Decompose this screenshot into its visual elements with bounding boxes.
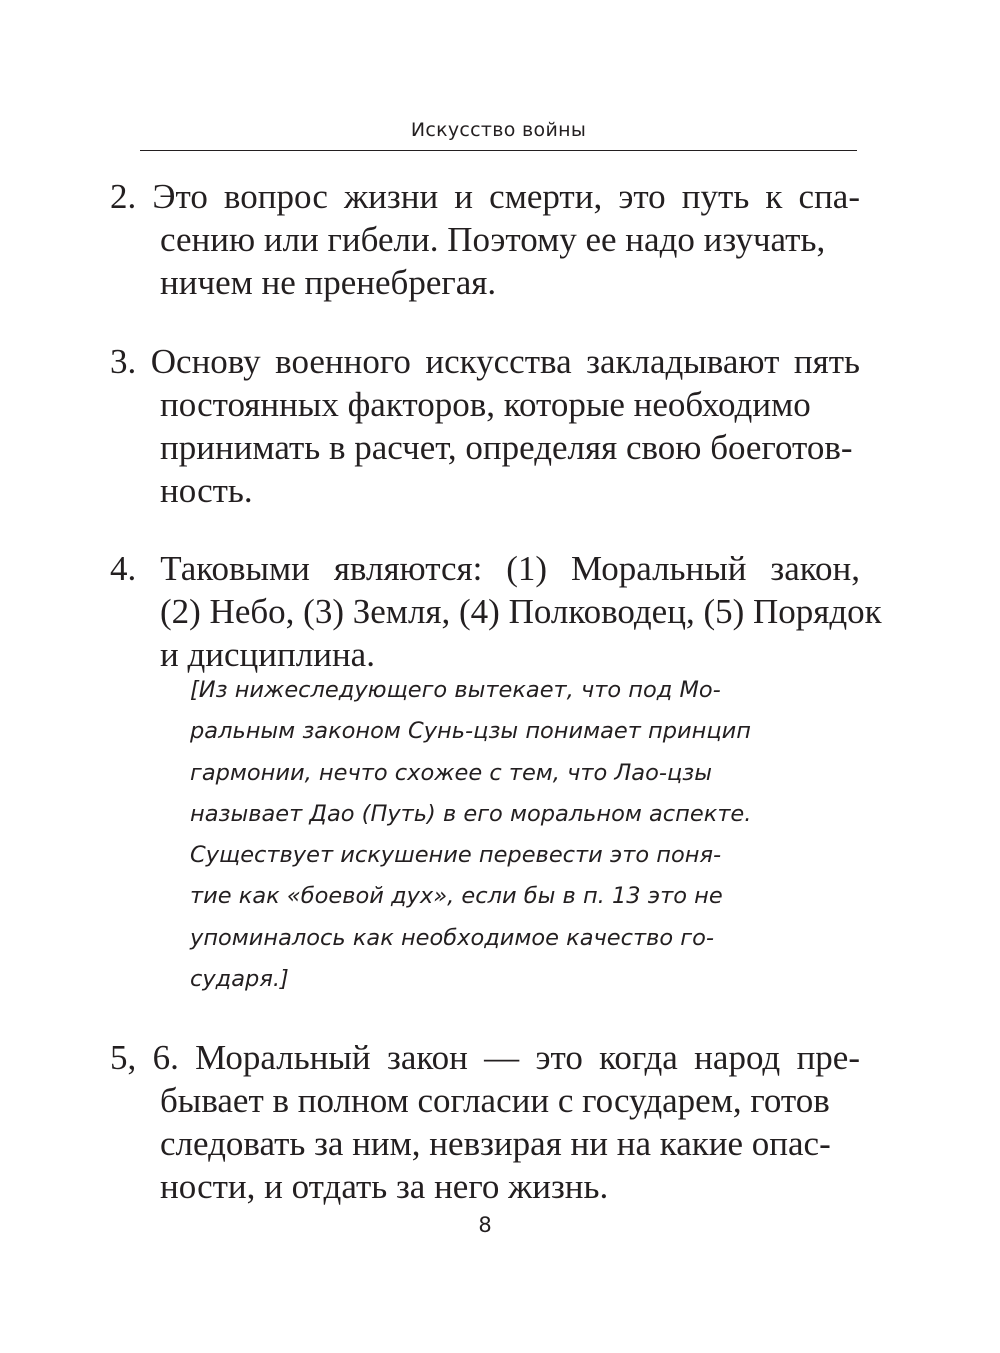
note-line: называет Дао (Путь) в его моральном аспекте. <box>190 800 752 827</box>
text-line: (2) Небо, (3) Земля, (4) Полководец, (5) Порядок <box>160 592 882 631</box>
paragraph-5-6 <box>110 1036 860 1208</box>
commentary-note <box>190 670 770 1000</box>
text-line: сению или гибели. Поэтому ее надо изучать, <box>160 220 826 259</box>
text-line: 4. Таковыми являются: (1) Моральный закон, <box>110 549 860 588</box>
page-number: 8 <box>478 1213 492 1237</box>
note-line: ральным законом Сунь-цзы понимает принцип <box>190 718 751 745</box>
running-head: Искусство войны <box>410 119 587 141</box>
note-line: гармонии, нечто схожее с тем, что Лао-цзы <box>190 759 713 786</box>
text-line: 2. Это вопрос жизни и смерти, это путь к спа- <box>110 177 860 216</box>
text-line: следовать за ним, невзирая ни на какие опас- <box>160 1124 831 1163</box>
note-line: тие как «боевой дух», если бы в п. 13 это не <box>190 883 723 910</box>
text-line: ности, и отдать за него жизнь. <box>160 1167 609 1206</box>
paragraph-3 <box>110 340 860 512</box>
paragraph-2 <box>110 175 860 304</box>
text-line: 3. Основу военного искусства закладывают пять <box>110 342 860 381</box>
text-line: ность. <box>160 471 253 510</box>
text-line: бывает в полном согласии с государем, готов <box>160 1081 830 1120</box>
text-line: и дисциплина. <box>160 635 375 674</box>
note-line: Существует искушение перевести это поня- <box>190 842 722 869</box>
text-line: постоянных факторов, которые необходимо <box>160 385 811 424</box>
paragraph-4 <box>110 547 882 676</box>
text-line: 5, 6. Моральный закон — это когда народ пре- <box>110 1038 860 1077</box>
note-line: сударя.] <box>190 966 289 993</box>
note-line: упоминалось как необходимое качество го- <box>190 924 715 951</box>
note-line: [Из нижеследующего вытекает, что под Мо- <box>190 677 721 703</box>
text-line: принимать в расчет, определяя свою боеготов- <box>160 428 853 467</box>
header-rule <box>140 150 857 151</box>
text-line: ничем не пренебрегая. <box>160 263 497 302</box>
